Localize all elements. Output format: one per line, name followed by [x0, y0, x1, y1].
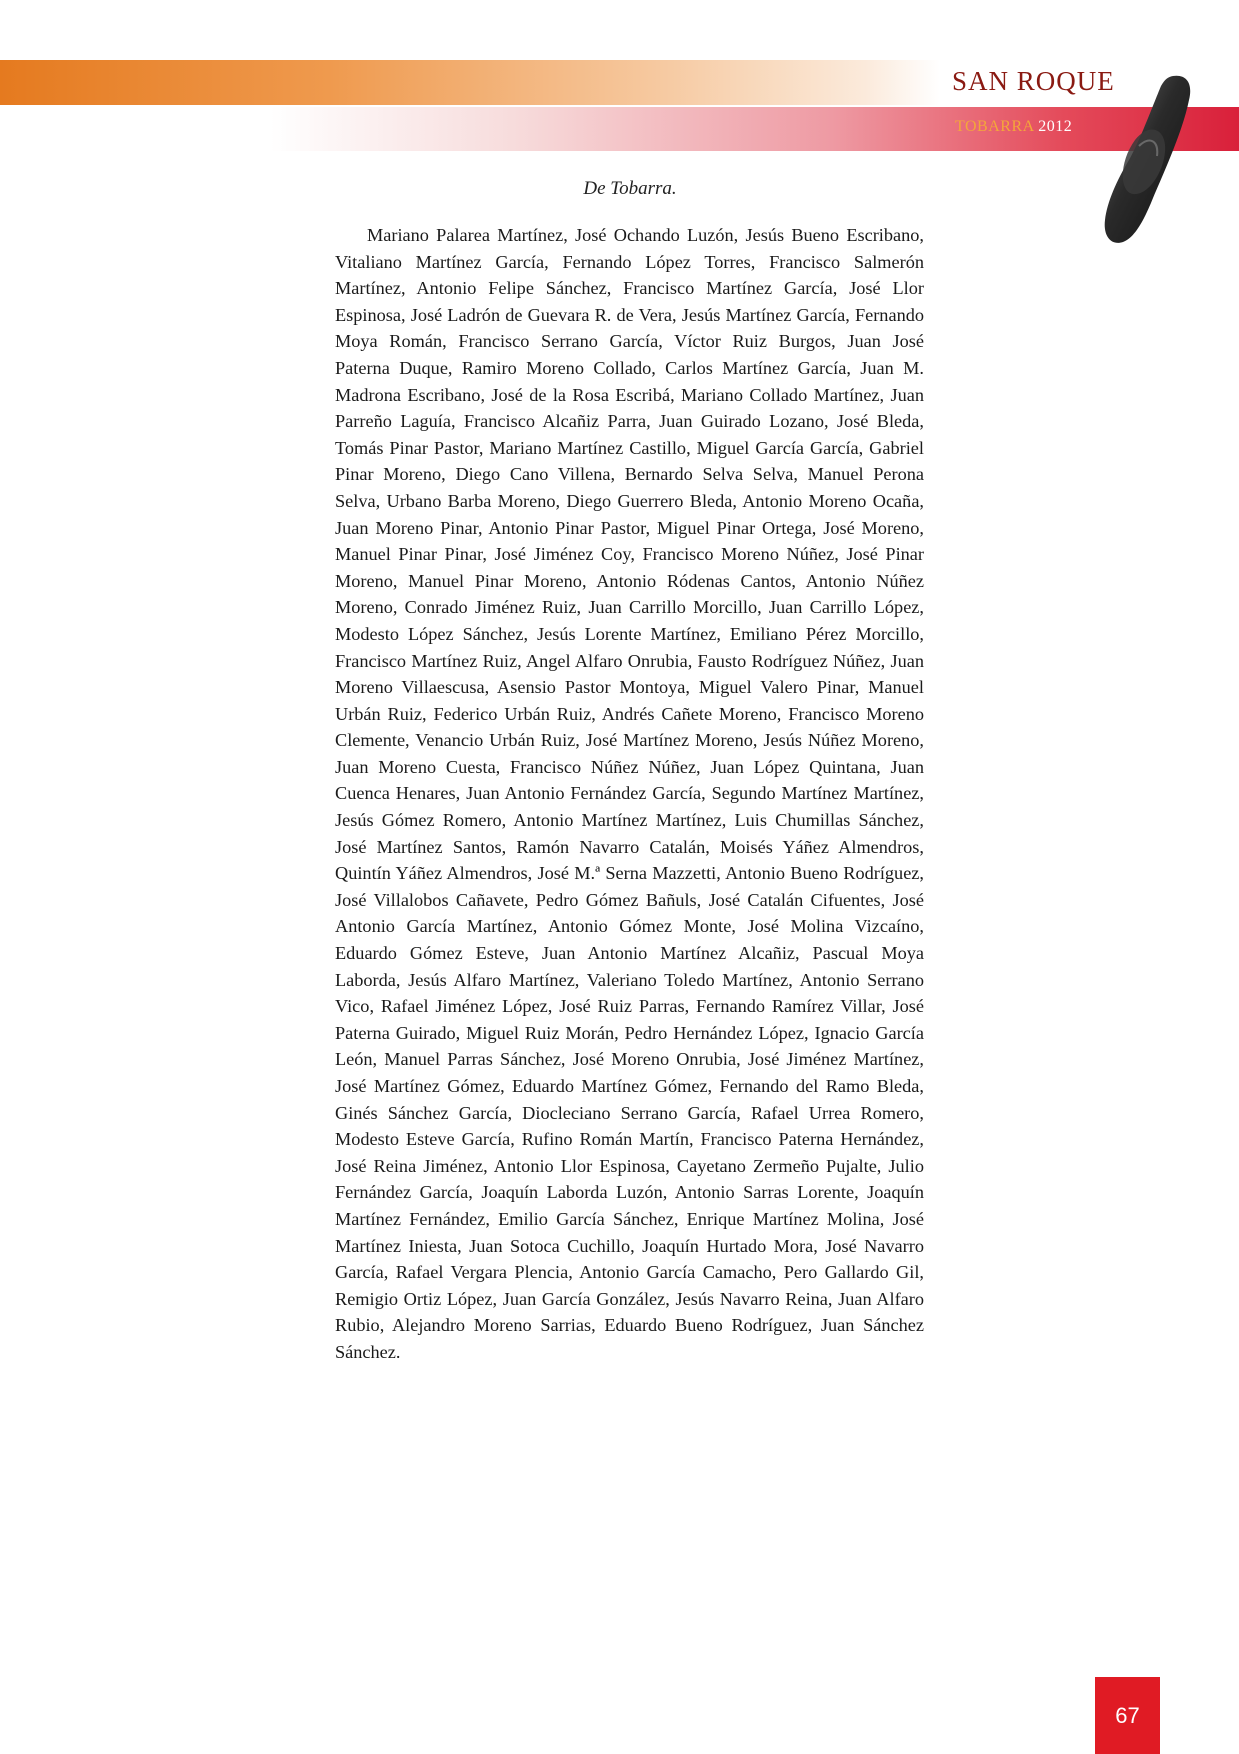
publication-place: TOBARRA: [955, 118, 1034, 135]
publication-year: 2012: [1038, 118, 1073, 135]
header-orange-band: [0, 60, 940, 105]
section-heading: De Tobarra.: [583, 178, 677, 199]
hat-icon: [1095, 70, 1195, 250]
names-paragraph: Mariano Palarea Martínez, José Ochando Luzón, Jesús Bueno Escribano, Vitaliano Martínez García, Fernando López Torres, Francisco Salmerón Martínez, Antonio Felipe Sánchez, Francisco Martínez García, José Llor Espinosa, José Ladrón de Guevara R. de Vera, Jesús Martínez García, Fernando Moya Román, Francisco Serrano García, Víctor Ruiz Burgos, Juan José Paterna Duque, Ramiro Moreno Collado, Carlos Martínez García, Juan M. Madrona Escribano, José de la Rosa Escribá, Mariano Collado Martínez, Juan Parreño Laguía, Francisco Alcañiz Parra, Juan Guirado Lozano, José Bleda, Tomás Pinar Pastor, Mariano Martínez Castillo, Miguel García García, Gabriel Pinar Moreno, Diego Cano Villena, Bernardo Selva Selva, Manuel Perona Selva, Urbano Barba Moreno, Diego Guerrero Bleda, Antonio Moreno Ocaña, Juan Moreno Pinar, Antonio Pinar Pastor, Miguel Pinar Ortega, José Moreno, Manuel Pinar Pinar, José Jiménez Coy, Francisco Moreno Núñez, José Pinar Moreno, Manuel Pinar Moreno, Antonio Ródenas Cantos, Antonio Núñez Moreno, Conrado Jiménez Ruiz, Juan Carrillo Morcillo, Juan Carrillo López, Modesto López Sánchez, Jesús Lorente Martínez, Emiliano Pérez Morcillo, Francisco Martínez Ruiz, Angel Alfaro Onrubia, Fausto Rodríguez Núñez, Juan Moreno Villaescusa, Asensio Pastor Montoya, Miguel Valero Pinar, Manuel Urbán Ruiz, Federico Urbán Ruiz, Andrés Cañete Moreno, Francisco Moreno Clemente, Venancio Urbán Ruiz, José Martínez Moreno, Jesús Núñez Moreno, Juan Moreno Cuesta, Francisco Núñez Núñez, Juan López Quintana, Juan Cuenca Henares, Juan Antonio Fernández García, Segundo Martínez Martínez, Jesús Gómez Romero, Antonio Martínez Martínez, Luis Chumillas Sánchez, José Martínez Santos, Ramón Navarro Catalán, Moisés Yáñez Almendros, Quintín Yáñez Almendros, José M.ª Serna Mazzetti, Antonio Bueno Rodríguez, José Villalobos Cañavete, Pedro Gómez Bañuls, José Catalán Cifuentes, José Antonio García Martínez, Antonio Gómez Monte, José Molina Vizcaíno, Eduardo Gómez Esteve, Juan Antonio Martínez Alcañiz, Pascual Moya Laborda, Jesús Alfaro Martínez, Valeriano Toledo Martínez, Antonio Serrano Vico, Rafael Jiménez López, José Ruiz Parras, Fernando Ramírez Villar, José Paterna Guirado, Miguel Ruiz Morán, Pedro Hernández López, Ignacio García León, Manuel Parras Sánchez, José Moreno Onrubia, José Jiménez Martínez, José Martínez Gómez, Eduardo Martínez Gómez, Fernando del Ramo Bleda, Ginés Sánchez García, Diocleciano Serrano García, Rafael Urrea Romero, Modesto Esteve García, Rufino Román Martín, Francisco Paterna Hernández, José Reina Jiménez, Antonio Llor Espinosa, Cayetano Zermeño Pujalte, Julio Fernández García, Joaquín Laborda Luzón, Antonio Sarras Lorente, Joaquín Martínez Fernández, Emilio García Sánchez, Enrique Martínez Molina, José Martínez Iniesta, Juan Sotoca Cuchillo, Joaquín Hurtado Mora, José Navarro García, Rafael Vergara Plencia, Antonio García Camacho, Pero Gallardo Gil, Remigio Ortiz López, Juan García González, Jesús Navarro Reina, Juan Alfaro Rubio, Alejandro Moreno Sarrias, Eduardo Bueno Rodríguez, Juan Sánchez Sánchez.: [335, 225, 924, 1362]
page-number: 67: [1115, 1702, 1140, 1728]
publication-title: SAN ROQUE: [952, 66, 1115, 96]
page-number-box: [1095, 1677, 1160, 1754]
publication-subtitle: [955, 118, 1072, 136]
header-red-band: [270, 107, 1239, 151]
